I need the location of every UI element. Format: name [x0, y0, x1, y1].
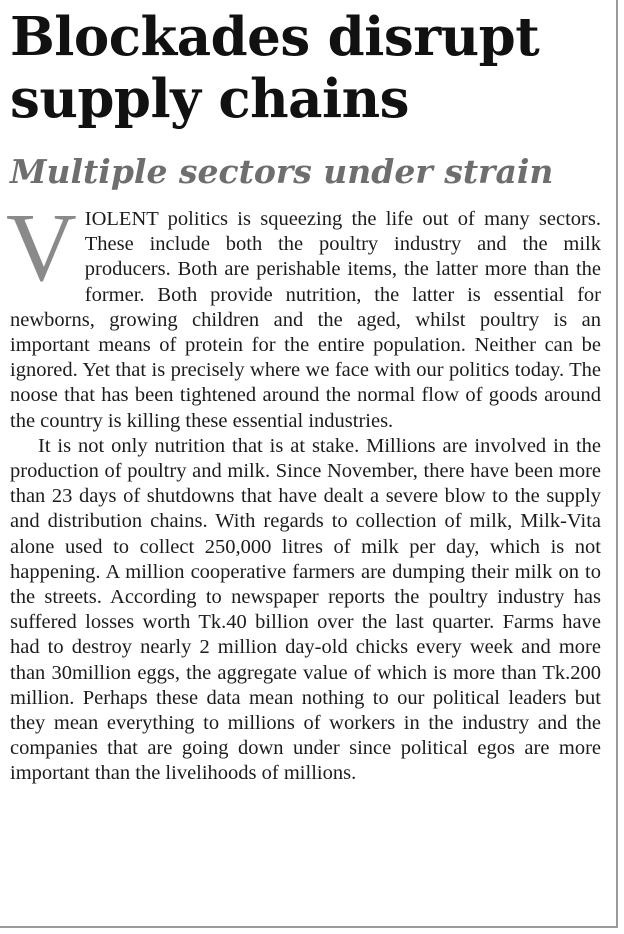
- article-body: [6, 194, 601, 787]
- paragraph-1-text: IOLENT politics is squeezing the life out of many sectors. These include both the poultry industry and the milk producers. Both are perishable items, the latter more than the former. Both provide nutrition, the latter is essential for newborns, growing children and the aged, whilst poultry is an important means of protein for the entire population. Neither can be ignored. Yet that is precisely where we face with our politics today. The noose that has been tightened around the normal flow of goods around the country is killing these essential industries.: [10, 208, 601, 432]
- drop-cap: V: [6, 194, 77, 302]
- headline: Blockades disrupt supply chains: [10, 6, 540, 130]
- paragraph-2: It is not only nutrition that is at stake. Millions are involved in the production of poultry and milk. Since November, there have been more than 23 days of shutdowns that have dealt a severe blow to the supply and distribution chains. With regards to collection of milk, Milk-Vita alone used to collect 250,000 litres of milk per day, which is not happening. A million cooperative farmers are dumping their milk on to the streets. According to newspaper reports the poultry industry has suffered losses worth Tk.40 billion over the last quarter. Farms have had to destroy nearly 2 million day-old chicks every week and more than 30million eggs, the aggregate value of which is more than Tk.200 million. Perhaps these data mean nothing to our political leaders but they mean everything to millions of workers in the industry and the companies that are going down under since political egos are more important than the livelihoods of millions.: [10, 434, 601, 785]
- subheadline: Multiple sectors under strain: [10, 152, 554, 191]
- paragraph-1: [6, 194, 601, 434]
